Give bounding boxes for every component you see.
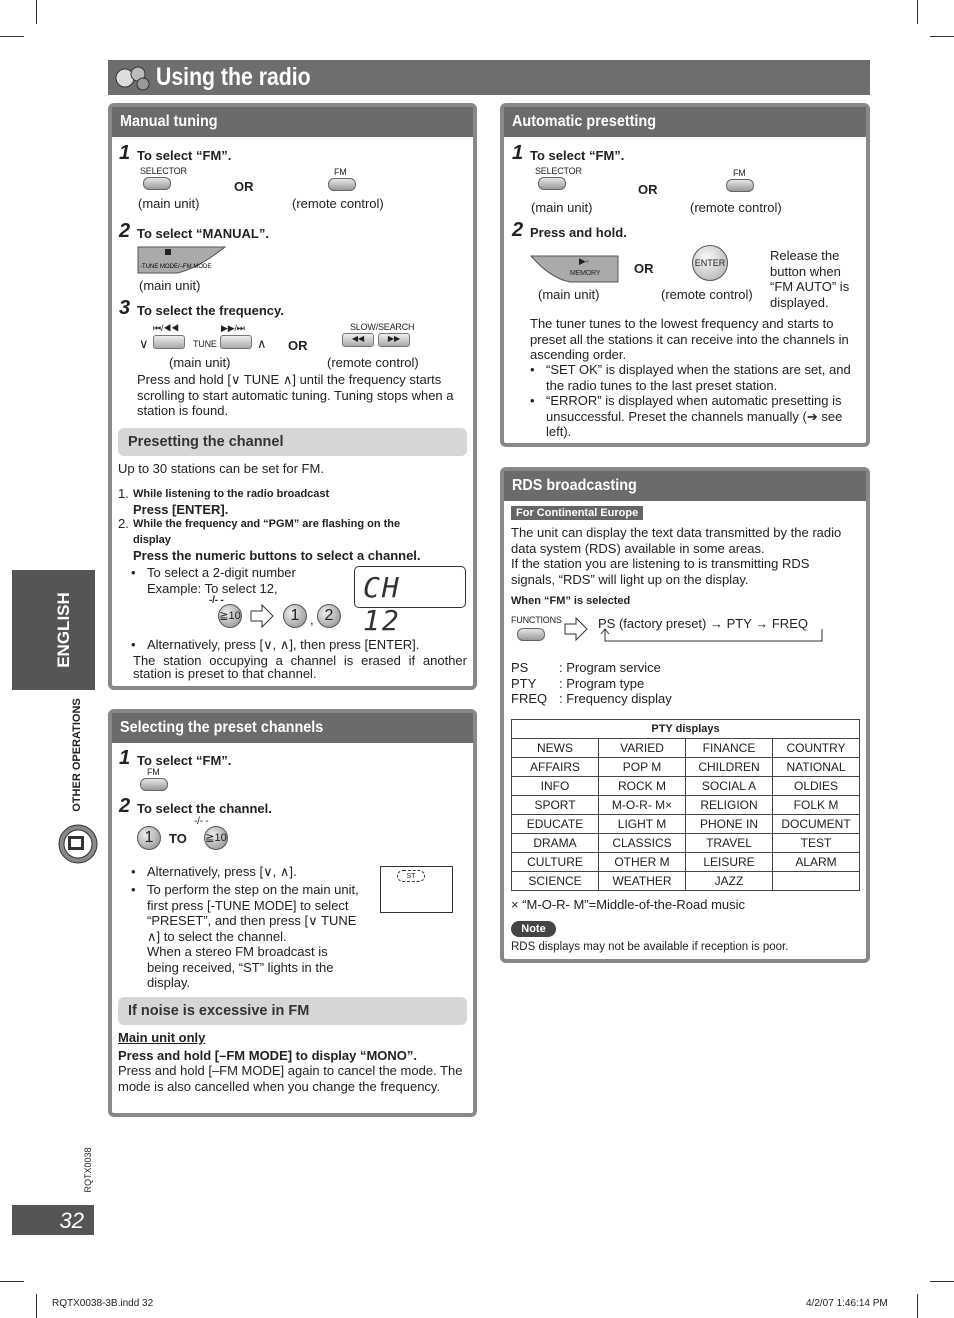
page-title: Using the radio <box>156 63 311 91</box>
step-text: To select “FM”. <box>137 753 232 768</box>
ge10-button[interactable]: ≧10 <box>204 826 228 850</box>
def-key: FREQ <box>511 691 548 706</box>
table-row: INFO ROCK M SOCIAL A OLDIES <box>512 777 860 796</box>
bullet-text: When a stereo FM broadcast is being received, “ST” lights in the display. <box>147 944 334 990</box>
memory-label: MEMORY <box>570 270 601 277</box>
step-text: To select “FM”. <box>137 148 232 163</box>
cd-player-icon <box>58 824 98 864</box>
title-bar <box>108 60 870 95</box>
list-text: While listening to the radio broadcast <box>133 488 330 500</box>
note-badge: Note <box>511 921 556 937</box>
bullet-text: “SET OK” is displayed when the stations are set, and the radio tunes to the last preset station. <box>546 362 851 393</box>
step-number: 1 <box>512 142 524 164</box>
radio-waves-icon <box>114 64 152 92</box>
table-row: NEWS VARIED FINANCE COUNTRY <box>512 739 860 758</box>
section-header: Selecting the preset channels <box>112 713 473 743</box>
step-text: Press and hold. <box>530 225 627 240</box>
fm-button[interactable] <box>726 179 754 192</box>
remote-label: (remote control) <box>327 355 419 370</box>
dash-label: -/- - <box>194 816 209 827</box>
fm-label: FM <box>147 767 160 777</box>
footer-file: RQTX0038-3B.indd 32 <box>52 1298 154 1309</box>
or-label: OR <box>288 338 308 353</box>
crop-mark <box>36 0 37 24</box>
tune-mode-button[interactable] <box>137 245 227 275</box>
selector-button[interactable] <box>143 177 171 190</box>
fm-label: FM <box>334 167 347 177</box>
language-label: ENGLISH <box>54 592 73 668</box>
table-row: DRAMA CLASSICS TRAVEL TEST <box>512 834 860 853</box>
body-text: Press and hold [–FM MODE] again to cancel the mode. The mode is also cancelled when you change the frequency. <box>118 1063 463 1094</box>
list-number: 1. <box>118 486 129 501</box>
fm-button[interactable] <box>140 778 168 791</box>
section-header: Automatic presetting <box>504 107 866 137</box>
def-key: PTY <box>511 676 537 691</box>
step-number: 1 <box>119 142 131 164</box>
body-text: If the station you are listening to is transmitting RDS signals, “RDS” will light up on the display. <box>511 556 810 587</box>
def-value: : Program type <box>559 676 645 691</box>
bullet-text: Alternatively, press [∨, ∧]. <box>147 864 297 879</box>
section-label: OTHER OPERATIONS <box>71 698 83 812</box>
crop-mark <box>930 36 954 37</box>
rewind-button[interactable]: ◀◀ <box>342 333 374 347</box>
note-text: RDS displays may not be available if reception is poor. <box>511 941 789 953</box>
pty-table <box>511 719 860 891</box>
up-symbol: ∧ <box>257 336 267 351</box>
ge10-button[interactable]: ≧10 <box>218 604 242 628</box>
step-number: 2 <box>512 219 524 241</box>
crop-mark <box>0 1281 24 1282</box>
note-text: The station occupying a channel is erased if another station is preset to that channel. <box>133 653 467 681</box>
region-badge: For Continental Europe <box>511 506 643 520</box>
fm-label: FM <box>733 168 746 178</box>
list-text: Press the numeric buttons to select a channel. <box>133 548 421 563</box>
body-text: Up to 30 stations can be set for FM. <box>118 461 324 476</box>
release-text: Release the button when “FM AUTO” is displayed. <box>770 248 850 310</box>
language-tab <box>12 570 95 690</box>
body-text: The unit can display the text data transmitted by the radio data system (RDS) available in some areas. <box>511 525 842 556</box>
stereo-display <box>380 866 453 913</box>
or-label: OR <box>638 182 658 197</box>
functions-label: FUNCTIONS <box>511 615 562 625</box>
bullet-text: “ERROR” is displayed when automatic presetting is unsuccessful. Preset the channels manually (➔ see left). <box>546 393 843 439</box>
footnote-text: × “M-O-R- M”=Middle-of-the-Road music <box>511 897 746 912</box>
number-button[interactable]: 1 <box>283 604 307 628</box>
rds-flow: PS (factory preset) → PTY → FREQ <box>598 616 808 631</box>
section-header: RDS broadcasting <box>504 471 866 501</box>
bullet-text: To select a 2-digit number <box>147 565 296 580</box>
table-row: CULTURE OTHER M LEISURE ALARM <box>512 853 860 872</box>
main-unit-label: (main unit) <box>138 196 200 211</box>
loop-arrow <box>600 628 830 644</box>
down-symbol: ∨ <box>139 336 149 351</box>
step-number: 2 <box>119 220 131 242</box>
selector-label: SELECTOR <box>140 166 187 176</box>
crop-mark <box>917 1294 918 1318</box>
forward-button[interactable]: ▶▶ <box>378 333 410 347</box>
st-indicator: ST <box>397 870 425 882</box>
crop-mark <box>36 1294 37 1318</box>
fm-button[interactable] <box>328 178 356 191</box>
main-unit-only: Main unit only <box>118 1030 206 1045</box>
section-header: Manual tuning <box>112 107 473 137</box>
example-text: Example: To select 12, <box>147 581 278 596</box>
next-label: ▶▶/⏭ <box>221 323 245 333</box>
table-row: EDUCATE LIGHT M PHONE IN DOCUMENT <box>512 815 860 834</box>
display-ch12: CH 12 <box>354 566 466 608</box>
slow-search-label: SLOW/SEARCH <box>350 322 415 332</box>
step-number: 2 <box>119 795 131 817</box>
table-row: SPORT M-O-R- M× RELIGION FOLK M <box>512 796 860 815</box>
crop-mark <box>930 1281 954 1282</box>
def-value: : Program service <box>559 660 661 675</box>
subsection-header: If noise is excessive in FM <box>118 997 467 1025</box>
table-row: AFFAIRS POP M CHILDREN NATIONAL <box>512 758 860 777</box>
arrow-right-icon <box>249 603 275 629</box>
enter-button[interactable]: ENTER <box>692 245 728 281</box>
footer-date: 4/2/07 1:46:14 PM <box>806 1298 888 1309</box>
remote-label: (remote control) <box>661 287 753 302</box>
number-button[interactable]: 1 <box>137 826 161 850</box>
selector-label: SELECTOR <box>535 166 582 176</box>
remote-label: (remote control) <box>292 196 384 211</box>
bullet-text: Alternatively, press [∨, ∧], then press [ENTER]. <box>147 637 420 652</box>
arrow-right-icon <box>563 616 589 642</box>
step-text: To select the channel. <box>137 801 272 816</box>
model-code: RQTX0038 <box>83 1147 93 1193</box>
main-unit-label: (main unit) <box>531 200 593 215</box>
table-row: SCIENCE WEATHER JAZZ <box>512 872 860 891</box>
prev-label: ⏮/◀◀ <box>153 323 179 333</box>
list-text: Press [ENTER]. <box>133 502 229 517</box>
main-unit-label: (main unit) <box>538 287 600 302</box>
functions-button[interactable] <box>517 628 545 641</box>
when-label: When “FM” is selected <box>511 595 631 607</box>
step-number: 1 <box>119 747 131 769</box>
svg-text:-TUNE MODE/–FM MODE: -TUNE MODE/–FM MODE <box>140 264 212 270</box>
main-unit-label: (main unit) <box>169 355 231 370</box>
body-text: The tuner tunes to the lowest frequency and starts to preset all the stations it can receive into the channels in ascending order. <box>530 316 849 362</box>
list-number: 2. <box>118 516 129 531</box>
main-unit-label: (main unit) <box>139 278 201 293</box>
crop-mark <box>0 36 24 37</box>
or-label: OR <box>634 261 654 276</box>
or-label: OR <box>234 179 254 194</box>
body-text: Press and hold [–FM MODE] to display “MONO”. <box>118 1048 418 1063</box>
list-text: While the frequency and “PGM” are flashing on the display <box>133 518 401 546</box>
memory-button[interactable] <box>530 254 620 284</box>
remote-label: (remote control) <box>690 200 782 215</box>
tune-label: TUNE <box>193 339 217 349</box>
step-text: To select the frequency. <box>137 303 284 318</box>
def-key: PS <box>511 660 529 675</box>
def-value: : Frequency display <box>559 691 672 706</box>
body-text: Press and hold [∨ TUNE ∧] until the frequency starts scrolling to start automatic tuning. Tuning stops when a station is found. <box>137 372 454 418</box>
bullet-text: To perform the step on the main unit, first press [-TUNE MODE] to select “PRESET”, and then press [∨ TUNE ∧] to select the channel. <box>147 882 359 944</box>
subsection-header: Presetting the channel <box>118 428 467 456</box>
tune-up-button[interactable] <box>220 335 252 349</box>
dash-label: -/- - <box>209 595 224 606</box>
tune-down-button[interactable] <box>153 335 185 349</box>
crop-mark <box>917 0 918 24</box>
to-label: TO <box>169 831 187 846</box>
table-header: PTY displays <box>512 720 860 739</box>
selector-button[interactable] <box>538 177 566 190</box>
play-label: ▶◦ <box>579 256 589 266</box>
step-number: 3 <box>119 297 131 319</box>
number-button[interactable]: 2 <box>317 604 341 628</box>
step-text: To select “FM”. <box>530 148 625 163</box>
step-text: To select “MANUAL”. <box>137 226 269 241</box>
page-number: 32 <box>12 1205 94 1235</box>
